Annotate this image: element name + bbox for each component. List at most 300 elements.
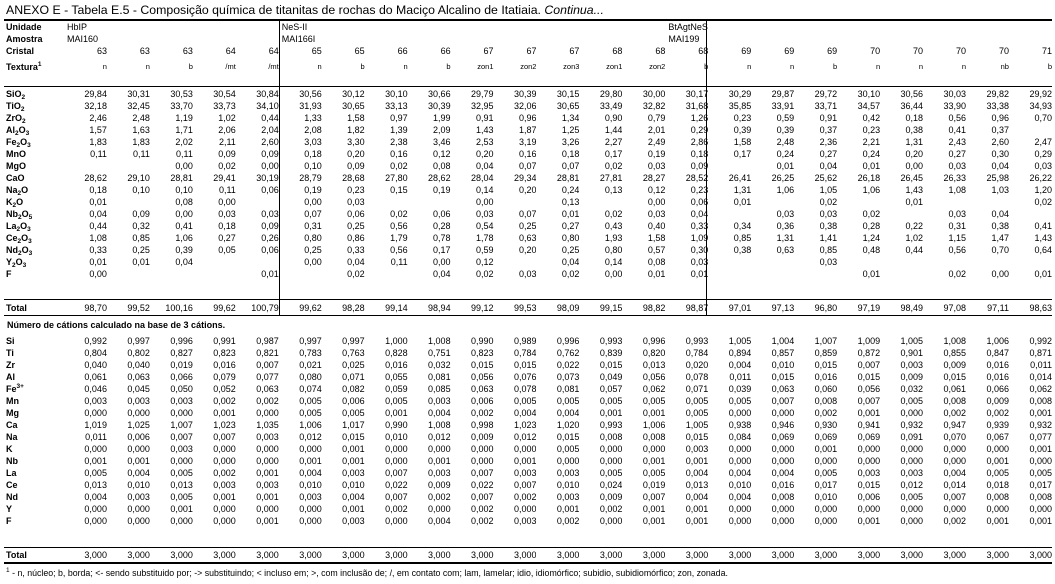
value-cell: 0,004 [127,468,150,478]
value-cell: 1,06 [175,233,193,243]
value-cell: 0,003 [900,468,924,478]
value-cell: 34,57 [857,101,881,111]
cation-label [4,419,64,431]
oxide-row [4,100,1052,112]
cristal-cell: 64 [225,46,236,56]
value-cell: 0,012 [513,432,537,442]
value-cell: 1,43 [1034,233,1052,243]
value-cell: 0,004 [728,468,752,478]
value-cell: 0,005 [685,408,709,418]
value-cell: 0,003 [127,492,150,502]
value-cell: 0,18 [690,149,709,159]
cation-row [4,335,1052,347]
value-cell: 0,063 [771,384,795,394]
value-cell: 28,81 [170,173,193,183]
value-cell: 0,871 [1029,348,1052,358]
value-cell: 28,81 [556,173,580,183]
value-cell: 0,991 [213,336,236,346]
textura-cell: n [403,62,408,71]
value-cell: 2,60 [991,137,1009,147]
value-cell: 0,18 [905,113,924,123]
label-text: ZrO [6,113,23,123]
value-cell: 0,37 [819,125,838,135]
value-cell: 3,000 [857,550,881,560]
value-cell: 0,784 [513,348,537,358]
value-cell: 0,007 [771,396,795,406]
value-cell: 25,98 [986,173,1009,183]
value-cell: 0,000 [728,444,752,454]
label-text: TiO [6,101,21,111]
value-cell: 0,02 [347,269,365,279]
amostra-row-group: MAI160 [67,34,99,44]
value-cell [279,268,322,280]
value-cell: 28,27 [642,173,666,183]
table-title [6,3,604,17]
value-cell: 29,34 [513,173,537,183]
value-cell: 0,23 [690,185,709,195]
value-cell: 1,000 [385,336,408,346]
label-text: Ce [6,233,18,243]
value-cell: 0,001 [342,444,365,454]
value-cell: 30,39 [513,89,537,99]
header-rule [4,86,1052,87]
value-cell: 0,005 [814,468,838,478]
value-cell: 2,06 [218,125,236,135]
label-text: MnO [6,149,26,159]
value-cell: 0,96 [518,113,537,123]
value-cell: 0,000 [900,516,924,526]
label-text: Nd [6,245,18,255]
value-cell: 0,000 [256,444,279,454]
value-cell: 1,004 [771,336,795,346]
value-cell: 1,006 [642,420,666,430]
value-cell: 35,85 [728,101,752,111]
value-cell: 0,007 [471,468,494,478]
oxide-row [4,268,1052,280]
label-sub: 2 [17,238,22,244]
textura-text: Textura [6,62,38,72]
value-cell: 0,079 [213,372,236,382]
value-cell: 0,078 [685,372,709,382]
value-cell: 97,19 [857,303,881,313]
label-tail: O [21,233,29,243]
value-cell: 1,08 [89,233,107,243]
value-cell: 26,25 [771,173,795,183]
value-cell: 0,004 [84,492,107,502]
value-cell: 0,01 [89,257,107,267]
label-tail: O [21,185,29,195]
unidade-row-label: Unidade [6,22,42,32]
value-cell: 1,99 [433,113,451,123]
value-cell: 3,000 [900,550,924,560]
value-cell: 3,000 [127,550,150,560]
oxide-label [4,112,64,124]
value-cell: 0,002 [814,408,838,418]
value-cell: 1,71 [175,125,193,135]
value-cell: 0,03 [347,197,365,207]
value-cell: 0,802 [127,348,150,358]
footnote-mark: 1 [6,567,10,574]
value-cell: 0,39 [776,125,795,135]
oxide-label [4,124,64,136]
value-cell: 0,050 [170,384,193,394]
value-cell: 1,023 [213,420,236,430]
value-cell: 0,823 [471,348,494,358]
value-cell: 0,005 [642,468,666,478]
value-cell: 0,80 [304,233,322,243]
value-cell [794,268,837,280]
value-cell: 0,005 [556,444,580,454]
value-cell: 3,26 [561,137,580,147]
value-cell: 0,000 [471,456,494,466]
value-cell: 0,13 [604,185,623,195]
label-text: Y [6,504,13,514]
value-cell: 0,012 [428,432,451,442]
value-cell: 32,06 [513,101,537,111]
value-cell: 27,80 [385,173,408,183]
value-cell: 98,94 [428,303,451,313]
value-cell: 0,989 [513,336,537,346]
value-cell: 0,015 [599,360,623,370]
value-cell: 100,79 [251,303,279,313]
value-cell: 0,001 [213,492,236,502]
value-cell: 33,38 [986,101,1009,111]
cation-row [4,431,1052,443]
value-cell: 0,27 [561,221,580,231]
label-text: Mn [6,396,19,406]
cation-total [4,549,1052,561]
value-cell: 0,005 [685,396,709,406]
value-cell: 28,68 [342,173,365,183]
cation-label [4,443,64,455]
value-cell: 0,007 [642,492,666,502]
value-cell: 0,998 [471,420,494,430]
value-cell: 0,015 [471,360,494,370]
value-cell [708,268,751,280]
value-cell: 0,14 [476,185,494,195]
value-cell: 0,003 [513,468,537,478]
value-cell: 0,31 [948,221,967,231]
value-cell: 0,015 [556,432,580,442]
value-cell: 0,02 [604,161,623,171]
label-sub2: 3 [28,250,33,256]
value-cell: 0,39 [733,125,752,135]
value-cell: 0,005 [342,408,365,418]
oxide-label [4,184,64,196]
label-tail: O [20,221,28,231]
value-cell: 0,059 [385,384,408,394]
value-cell: 0,930 [814,420,838,430]
cristal-cell: 68 [655,46,666,56]
value-cell: 0,01 [733,197,752,207]
value-cell: 0,07 [561,161,580,171]
textura-cell: /mt [268,62,279,71]
label-sub: 2 [17,190,22,196]
label-text: Al [6,372,15,382]
value-cell: 0,86 [347,233,365,243]
value-cell: 0,003 [513,516,537,526]
value-cell: 0,025 [342,360,365,370]
value-cell [837,256,880,268]
value-cell: 0,084 [728,432,752,442]
value-cell: 26,22 [1029,173,1052,183]
oxide-row [4,88,1052,100]
value-cell: 0,80 [604,245,623,255]
value-cell: 0,10 [132,185,150,195]
value-cell: 3,46 [433,137,451,147]
value-cell: 0,005 [986,468,1009,478]
value-cell: 0,007 [857,360,881,370]
cation-total-label: Total [6,550,27,560]
value-cell [880,268,923,280]
value-cell: 0,006 [471,396,494,406]
value-cell: 2,60 [261,137,279,147]
value-cell: 3,000 [170,550,193,560]
value-cell: 0,04 [690,209,709,219]
value-cell: 0,069 [814,432,838,442]
value-cell: 0,004 [513,408,537,418]
value-cell: 0,016 [986,372,1009,382]
value-cell: 0,000 [771,504,795,514]
value-cell: 0,00 [175,209,193,219]
value-cell: 3,000 [685,550,709,560]
label-sub2: 3 [22,262,27,268]
cristal-cell: 65 [311,46,322,56]
value-cell: 0,040 [127,360,150,370]
value-cell: 0,993 [599,336,623,346]
label-sub: 2 [20,106,25,112]
value-cell: 26,41 [728,173,752,183]
value-cell: 0,17 [433,245,451,255]
value-cell: 0,009 [900,372,924,382]
cristal-row [4,45,1052,57]
value-cell: 30,66 [428,89,451,99]
value-cell: 30,39 [428,101,451,111]
value-cell: 30,53 [170,89,193,99]
value-cell: 0,02 [390,161,408,171]
value-cell: 0,22 [905,221,924,231]
textura-cell: zon3 [563,62,580,71]
value-cell: 0,20 [476,149,494,159]
label-tail: O [21,209,29,219]
textura-cell: zon1 [477,62,494,71]
value-cell [966,256,1009,268]
value-cell: 1,005 [728,336,752,346]
value-cell: 0,001 [213,408,236,418]
cation-label [4,515,64,527]
value-cell: 0,002 [471,504,494,514]
value-cell: 0,59 [776,113,795,123]
value-cell: 33,70 [170,101,193,111]
value-cell: 0,04 [175,257,193,267]
value-cell: 0,001 [1029,408,1052,418]
cristal-cell: 66 [397,46,408,56]
value-cell [494,256,537,268]
value-cell: 0,010 [385,432,408,442]
value-cell: 1,019 [84,420,107,430]
value-cell: 0,03 [218,209,236,219]
label-text: Al [6,125,15,135]
value-cell: 0,24 [561,185,580,195]
value-cell: 0,056 [471,372,494,382]
value-cell: 0,018 [986,480,1009,490]
value-cell: 2,49 [647,137,666,147]
value-cell: 0,997 [299,336,322,346]
value-cell: 0,003 [213,480,236,490]
value-cell: 0,96 [991,113,1009,123]
value-cell: 1,008 [428,420,451,430]
value-cell: 1,58 [647,233,666,243]
oxide-total [4,302,1052,314]
value-cell: 0,25 [304,245,322,255]
value-cell: 0,012 [299,432,322,442]
value-cell: 0,70 [991,245,1009,255]
value-cell: 0,10 [304,161,322,171]
textura-cell: nb [1000,62,1009,71]
value-cell: 0,56 [390,245,408,255]
value-cell [1009,256,1052,268]
value-cell: 0,36 [776,221,795,231]
value-cell: 0,071 [342,372,365,382]
textura-cell: zon1 [606,62,623,71]
label-text: Mg [6,408,19,418]
label-text: Na [6,185,18,195]
value-cell: 0,804 [84,348,107,358]
value-cell: 0,000 [471,444,494,454]
value-cell: 0,055 [385,372,408,382]
value-cell: 98,09 [556,303,580,313]
value-cell: 0,005 [728,396,752,406]
value-cell: 0,012 [900,480,924,490]
value-cell: 32,95 [471,101,494,111]
value-cell: 0,03 [1034,161,1052,171]
label-sub: 2 [15,130,19,136]
value-cell: 0,09 [132,209,150,219]
value-cell [751,256,794,268]
value-cell: 0,20 [347,149,365,159]
value-cell: 0,000 [299,516,322,526]
value-cell: 3,19 [518,137,537,147]
value-cell: 0,001 [342,456,365,466]
value-cell: 0,946 [771,420,795,430]
value-cell: 30,10 [857,89,881,99]
value-cell: 0,38 [905,125,924,135]
value-cell: 30,10 [385,89,408,99]
cation-label [4,371,64,383]
value-cell: 0,022 [385,480,408,490]
label-tail: O [16,197,24,207]
value-cell: 0,010 [814,492,838,502]
value-cell: 0,18 [218,221,236,231]
value-cell: 0,000 [256,408,279,418]
value-cell: 0,019 [170,360,193,370]
value-cell: 0,993 [599,420,623,430]
amostra-row [4,33,1052,45]
value-cell: 30,19 [256,173,279,183]
bottom-rule [4,562,1052,564]
label-text: MgO [6,161,26,171]
value-cell: 98,87 [685,303,709,313]
value-cell [837,196,880,208]
value-cell: 0,015 [857,372,881,382]
value-cell: 0,15 [390,185,408,195]
value-cell: 0,06 [347,209,365,219]
value-cell: 0,01 [132,257,150,267]
title-continua: Continua... [544,3,604,17]
value-cell: 0,02 [390,209,408,219]
value-cell: 0,003 [857,468,881,478]
value-cell: 1,035 [256,420,279,430]
cristal-cell: 64 [268,46,279,56]
oxide-row [4,112,1052,124]
value-cell: 0,056 [857,384,881,394]
value-cell: 98,49 [900,303,924,313]
value-cell: 1,47 [991,233,1009,243]
value-cell: 36,44 [900,101,924,111]
section-rule [4,315,1052,316]
label-tail: O [20,137,28,147]
value-cell: 0,28 [862,221,881,231]
oxide-table [4,88,1052,280]
value-cell: 29,41 [213,173,236,183]
textura-cell: n [317,62,322,71]
value-cell: 0,27 [819,149,838,159]
value-cell: 0,040 [84,360,107,370]
value-cell: 0,44 [89,221,107,231]
oxide-label [4,220,64,232]
value-cell: 0,938 [728,420,752,430]
value-cell: 0,000 [299,504,322,514]
value-cell: 0,008 [1029,396,1052,406]
value-cell: 0,056 [642,372,666,382]
value-cell: 0,005 [642,396,666,406]
label-text: CaO [6,173,25,183]
value-cell: 0,01 [862,269,881,279]
value-cell: 0,04 [347,257,365,267]
value-cell: 0,000 [814,504,838,514]
oxide-label [4,244,64,256]
value-cell: 0,002 [599,504,623,514]
value-cell: 1,009 [857,336,881,346]
value-cell: 99,14 [385,303,408,313]
value-cell: 0,04 [433,269,451,279]
value-cell: 0,06 [261,185,279,195]
value-cell: 0,33 [347,245,365,255]
oxide-label [4,160,64,172]
value-cell: 3,03 [304,137,322,147]
value-cell: 0,11 [133,149,150,159]
value-cell: 0,032 [428,360,451,370]
value-cell: 0,015 [857,480,881,490]
value-cell: 0,20 [905,149,924,159]
value-cell: 0,003 [256,480,279,490]
value-cell: 0,073 [556,372,580,382]
value-cell: 3,000 [1029,550,1052,560]
value-cell: 2,27 [604,137,623,147]
value-cell: 0,000 [728,504,752,514]
value-cell: 0,003 [685,444,709,454]
value-cell: 3,000 [814,550,838,560]
value-cell: 0,000 [84,516,107,526]
value-cell: 0,00 [433,257,451,267]
value-cell: 0,997 [342,336,365,346]
value-cell: 0,005 [170,468,193,478]
value-cell [708,160,751,172]
value-cell [579,196,622,208]
value-cell: 0,057 [599,384,623,394]
value-cell: 0,002 [943,408,967,418]
value-cell: 0,859 [814,348,838,358]
